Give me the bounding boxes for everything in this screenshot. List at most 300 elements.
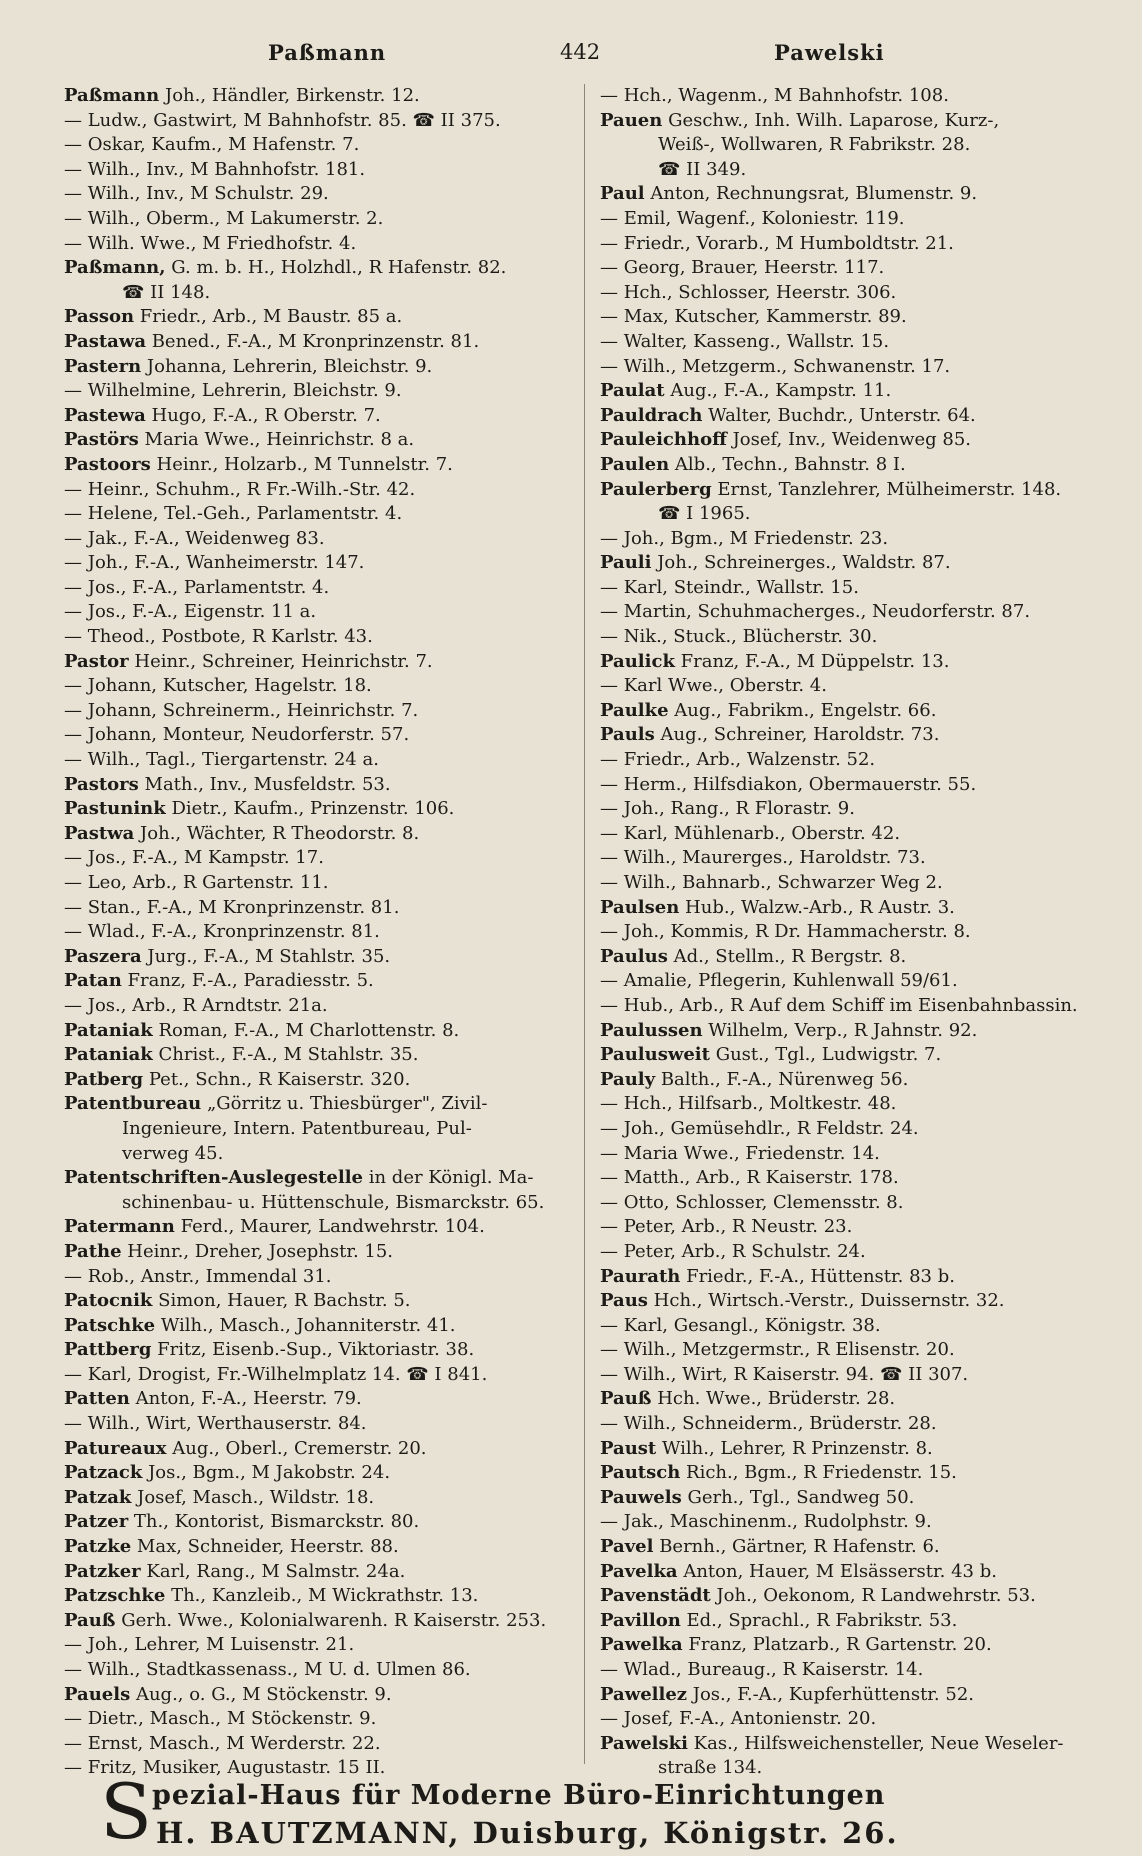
directory-entry bbox=[64, 1338, 570, 1363]
entry-details: — Jak., Maschinenm., Rudolphstr. 9. bbox=[600, 1511, 932, 1533]
entry-details: — Josef, F.-A., Antonienstr. 20. bbox=[600, 1708, 877, 1730]
entry-details: — Joh., Kommis, R Dr. Hammacherstr. 8. bbox=[600, 921, 971, 943]
entry-surname: Patzker bbox=[64, 1560, 141, 1582]
entry-surname: Patzack bbox=[64, 1462, 143, 1484]
directory-entry bbox=[64, 84, 570, 109]
entry-surname: Pavenstädt bbox=[600, 1585, 711, 1607]
directory-entry bbox=[64, 699, 570, 724]
directory-entry bbox=[600, 1117, 1120, 1142]
entry-details: Jos., Bgm., M Jakobstr. 24. bbox=[142, 1462, 391, 1484]
directory-entry bbox=[600, 871, 1120, 896]
directory-entry bbox=[600, 896, 1120, 921]
entry-details: Ferd., Maurer, Landwehrstr. 104. bbox=[174, 1216, 485, 1238]
entry-details: — Karl, Mühlenarb., Oberstr. 42. bbox=[600, 822, 901, 844]
entry-details: — Wilh. Wwe., M Friedhofstr. 4. bbox=[64, 232, 357, 254]
entry-surname: Pauwels bbox=[600, 1486, 682, 1508]
directory-entry bbox=[64, 305, 570, 330]
entry-details: Geschw., Inh. Wilh. Laparose, Kurz-, bbox=[662, 109, 1000, 131]
entry-details: — Georg, Brauer, Heerstr. 117. bbox=[600, 257, 885, 279]
directory-entry bbox=[64, 207, 570, 232]
directory-entry bbox=[64, 1658, 570, 1683]
entry-details: — Joh., Gemüsehdlr., R Feldstr. 24. bbox=[600, 1117, 919, 1139]
directory-entry bbox=[600, 625, 1120, 650]
directory-entry bbox=[600, 994, 1120, 1019]
directory-entry bbox=[64, 723, 570, 748]
directory-entry bbox=[600, 1289, 1120, 1314]
entry-details: Ed., Sprachl., R Fabrikstr. 53. bbox=[680, 1609, 958, 1631]
directory-entry bbox=[600, 1486, 1120, 1511]
entry-details: — Karl Wwe., Oberstr. 4. bbox=[600, 675, 827, 697]
entry-details: — Wilhelmine, Lehrerin, Bleichstr. 9. bbox=[64, 380, 402, 402]
directory-entry bbox=[64, 158, 570, 183]
entry-details: — Wilh., Maurerges., Haroldstr. 73. bbox=[600, 847, 926, 869]
directory-entry bbox=[64, 1732, 570, 1757]
entry-surname: Pauleichhoff bbox=[600, 429, 727, 451]
directory-entry bbox=[64, 1314, 570, 1339]
entry-surname: Pautsch bbox=[600, 1462, 681, 1484]
entry-surname: Patzak bbox=[64, 1486, 132, 1508]
entry-details: — Johann, Schreinerm., Heinrichstr. 7. bbox=[64, 699, 419, 721]
directory-entry bbox=[64, 1560, 570, 1585]
directory-entry bbox=[600, 1609, 1120, 1634]
entry-surname: Paulen bbox=[600, 453, 670, 475]
entry-details: — Jak., F.-A., Weidenweg 83. bbox=[64, 527, 325, 549]
directory-entry bbox=[600, 1191, 1120, 1216]
entry-surname: Pastörs bbox=[64, 429, 139, 451]
directory-entry bbox=[600, 945, 1120, 970]
directory-entry bbox=[64, 871, 570, 896]
entry-details: Johanna, Lehrerin, Bleichstr. 9. bbox=[141, 355, 433, 377]
directory-entry bbox=[64, 1633, 570, 1658]
entry-details: — Wilh., Inv., M Schulstr. 29. bbox=[64, 183, 329, 205]
entry-details: — Wlad., F.-A., Kronprinzenstr. 81. bbox=[64, 921, 380, 943]
directory-entry bbox=[64, 281, 570, 306]
directory-entry bbox=[600, 1314, 1120, 1339]
entry-surname: Pathe bbox=[64, 1240, 122, 1262]
entry-details: — Jos., F.-A., M Kampstr. 17. bbox=[64, 847, 324, 869]
entry-details: Rich., Bgm., R Friedenstr. 15. bbox=[680, 1462, 957, 1484]
entry-details: — Ernst, Masch., M Werderstr. 22. bbox=[64, 1732, 381, 1754]
directory-entry bbox=[600, 1707, 1120, 1732]
entry-details: — Nik., Stuck., Blücherstr. 30. bbox=[600, 626, 878, 648]
entry-details: Jurg., F.-A., M Stahlstr. 35. bbox=[141, 945, 391, 967]
directory-entry bbox=[600, 1535, 1120, 1560]
entry-details: Friedr., Arb., M Baustr. 85 a. bbox=[134, 306, 403, 328]
entry-details: Th., Kontorist, Bismarckstr. 80. bbox=[128, 1511, 420, 1533]
directory-entry bbox=[64, 994, 570, 1019]
entry-details: Joh., Schreinerges., Waldstr. 87. bbox=[651, 552, 951, 574]
directory-entry bbox=[64, 1240, 570, 1265]
entry-surname: Pawellez bbox=[600, 1683, 688, 1705]
entry-surname: Paust bbox=[600, 1437, 657, 1459]
entry-details: Wilh., Lehrer, R Prinzenstr. 8. bbox=[656, 1437, 933, 1459]
entry-surname: Pauels bbox=[64, 1683, 131, 1705]
directory-entry bbox=[600, 600, 1120, 625]
entry-surname: Pavelka bbox=[600, 1560, 678, 1582]
directory-entry bbox=[600, 1683, 1120, 1708]
entry-details: — Karl, Steindr., Wallstr. 15. bbox=[600, 576, 859, 598]
directory-entry bbox=[600, 1019, 1120, 1044]
entry-surname: Pauly bbox=[600, 1068, 656, 1090]
directory-entry bbox=[64, 502, 570, 527]
directory-entry bbox=[64, 330, 570, 355]
entry-surname: Pataniak bbox=[64, 1044, 153, 1066]
entry-details: — Peter, Arb., R Neustr. 23. bbox=[600, 1216, 853, 1238]
directory-entry bbox=[600, 846, 1120, 871]
directory-entry bbox=[600, 1387, 1120, 1412]
directory-entry bbox=[600, 1584, 1120, 1609]
entry-details: Wilh., Masch., Johanniterstr. 41. bbox=[155, 1314, 456, 1336]
entry-details: — Rob., Anstr., Immendal 31. bbox=[64, 1265, 332, 1287]
directory-entry bbox=[600, 748, 1120, 773]
entry-details: Josef, Masch., Wildstr. 18. bbox=[131, 1486, 375, 1508]
entry-surname: Patzke bbox=[64, 1536, 132, 1558]
entry-details: — Ludw., Gastwirt, M Bahnhofstr. 85. ☎ II 375. bbox=[64, 109, 501, 131]
entry-details: G. m. b. H., Holzhdl., R Hafenstr. 82. bbox=[165, 257, 507, 279]
directory-entry bbox=[64, 1117, 570, 1142]
directory-entry bbox=[600, 207, 1120, 232]
entry-details: — Joh., F.-A., Wanheimerstr. 147. bbox=[64, 552, 365, 574]
entry-details: Bernh., Gärtner, R Hafenstr. 6. bbox=[653, 1536, 940, 1558]
entry-details: straße 134. bbox=[658, 1757, 763, 1779]
entry-surname: Patan bbox=[64, 970, 122, 992]
entry-details: — Wilh., Schneiderm., Brüderstr. 28. bbox=[600, 1413, 937, 1435]
entry-details: — Friedr., Vorarb., M Humboldtstr. 21. bbox=[600, 232, 954, 254]
entry-surname: Paulke bbox=[600, 699, 669, 721]
left-column bbox=[64, 84, 570, 1781]
entry-surname: Patentbureau bbox=[64, 1093, 202, 1115]
directory-entry bbox=[600, 1363, 1120, 1388]
column-divider bbox=[584, 84, 585, 1764]
directory-entry bbox=[64, 1683, 570, 1708]
entry-details: Joh., Händler, Birkenstr. 12. bbox=[159, 85, 420, 106]
entry-surname: Paßmann bbox=[64, 85, 160, 106]
entry-details: Franz, F.-A., M Düppelstr. 13. bbox=[674, 650, 950, 672]
directory-entry bbox=[600, 109, 1120, 134]
entry-surname: Patberg bbox=[64, 1068, 144, 1090]
entry-details: Heinr., Schreiner, Heinrichstr. 7. bbox=[128, 650, 433, 672]
entry-details: — Jos., F.-A., Parlamentstr. 4. bbox=[64, 576, 330, 598]
directory-entry bbox=[600, 969, 1120, 994]
directory-entry bbox=[600, 551, 1120, 576]
entry-details: — Maria Wwe., Friedenstr. 14. bbox=[600, 1142, 880, 1164]
directory-entry bbox=[600, 822, 1120, 847]
entry-details: Max, Schneider, Heerstr. 88. bbox=[131, 1536, 399, 1558]
directory-entry bbox=[64, 1510, 570, 1535]
directory-entry bbox=[64, 232, 570, 257]
entry-details: Friedr., F.-A., Hüttenstr. 83 b. bbox=[680, 1265, 955, 1287]
entry-details: Hub., Walzw.-Arb., R Austr. 3. bbox=[679, 896, 955, 918]
entry-details: Dietr., Kaufm., Prinzenstr. 106. bbox=[165, 798, 455, 820]
directory-entry bbox=[600, 920, 1120, 945]
running-header-left: Paßmann bbox=[268, 40, 387, 65]
directory-entry bbox=[64, 576, 570, 601]
directory-entry bbox=[64, 1043, 570, 1068]
entry-details: Aug., Schreiner, Haroldstr. 73. bbox=[654, 724, 940, 746]
entry-surname: Patzschke bbox=[64, 1585, 166, 1607]
directory-entry bbox=[64, 1486, 570, 1511]
entry-surname: Pauen bbox=[600, 109, 663, 131]
entry-details: — Peter, Arb., R Schulstr. 24. bbox=[600, 1240, 866, 1262]
entry-details: in der Königl. Ma- bbox=[363, 1167, 534, 1189]
directory-entry bbox=[600, 723, 1120, 748]
directory-entry bbox=[64, 1215, 570, 1240]
directory-entry bbox=[600, 1461, 1120, 1486]
entry-details: ☎ I 1965. bbox=[658, 503, 751, 525]
directory-entry bbox=[64, 625, 570, 650]
directory-entry bbox=[64, 748, 570, 773]
ad-line-2: H. BAUTZMANN, Duisburg, Königstr. 26. bbox=[156, 1816, 899, 1850]
entry-surname: Paurath bbox=[600, 1265, 681, 1287]
directory-entry bbox=[600, 773, 1120, 798]
directory-entry bbox=[600, 1658, 1120, 1683]
directory-entry bbox=[600, 699, 1120, 724]
entry-details: — Otto, Schlosser, Clemensstr. 8. bbox=[600, 1191, 904, 1213]
directory-entry bbox=[64, 478, 570, 503]
entry-details: — Hch., Schlosser, Heerstr. 306. bbox=[600, 281, 897, 303]
entry-details: Hch. Wwe., Brüderstr. 28. bbox=[651, 1388, 896, 1410]
directory-entry bbox=[64, 1363, 570, 1388]
entry-surname: Pastors bbox=[64, 773, 139, 795]
entry-details: Th., Kanzleib., M Wickrathstr. 13. bbox=[165, 1585, 479, 1607]
running-header-right: Pawelski bbox=[774, 40, 885, 65]
directory-entry bbox=[600, 453, 1120, 478]
directory-entry bbox=[64, 256, 570, 281]
entry-details: ☎ II 349. bbox=[658, 158, 747, 180]
entry-surname: Pastor bbox=[64, 650, 129, 672]
entry-details: — Wilh., Wirt, R Kaiserstr. 94. ☎ II 307. bbox=[600, 1363, 969, 1385]
entry-details: ☎ II 148. bbox=[122, 281, 211, 303]
entry-surname: Patentschriften-Auslegestelle bbox=[64, 1167, 363, 1189]
directory-entry bbox=[64, 379, 570, 404]
directory-entry bbox=[600, 1510, 1120, 1535]
directory-entry bbox=[600, 1043, 1120, 1068]
directory-entry bbox=[600, 1265, 1120, 1290]
entry-surname: Paulerberg bbox=[600, 478, 712, 500]
entry-details: „Görritz u. Thiesbürger", Zivil- bbox=[201, 1093, 488, 1115]
entry-details: — Hub., Arb., R Auf dem Schiff im Eisenbahnbassin. bbox=[600, 994, 1078, 1016]
directory-entry bbox=[600, 182, 1120, 207]
entry-details: — Wilh., Wirt, Werthauserstr. 84. bbox=[64, 1413, 367, 1435]
entry-surname: Pastern bbox=[64, 355, 142, 377]
entry-details: — Matth., Arb., R Kaiserstr. 178. bbox=[600, 1167, 899, 1189]
entry-details: Ingenieure, Intern. Patentbureau, Pul- bbox=[122, 1117, 472, 1139]
entry-details: — Hch., Wagenm., M Bahnhofstr. 108. bbox=[600, 85, 949, 106]
directory-entry bbox=[64, 773, 570, 798]
directory-entry bbox=[600, 1756, 1120, 1781]
entry-details: Franz, F.-A., Paradiesstr. 5. bbox=[121, 970, 374, 992]
directory-entry bbox=[64, 1019, 570, 1044]
entry-details: Hugo, F.-A., R Oberstr. 7. bbox=[145, 404, 381, 426]
directory-entry bbox=[64, 1142, 570, 1167]
directory-entry bbox=[600, 281, 1120, 306]
entry-details: — Wilh., Bahnarb., Schwarzer Weg 2. bbox=[600, 872, 943, 893]
directory-entry bbox=[64, 1265, 570, 1290]
directory-entry bbox=[64, 1166, 570, 1191]
directory-entry bbox=[600, 1068, 1120, 1093]
entry-details: — Max, Kutscher, Kammerstr. 89. bbox=[600, 306, 907, 328]
entry-details: — Johann, Kutscher, Hagelstr. 18. bbox=[64, 675, 372, 697]
entry-details: — Emil, Wagenf., Koloniestr. 119. bbox=[600, 207, 905, 229]
entry-surname: Paul bbox=[600, 183, 645, 205]
entry-details: Gerh. Wwe., Kolonialwarenh. R Kaiserstr. 253. bbox=[115, 1609, 547, 1631]
entry-details: Pet., Schn., R Kaiserstr. 320. bbox=[143, 1068, 411, 1090]
directory-entry bbox=[600, 305, 1120, 330]
entry-details: Aug., Oberl., Cremerstr. 20. bbox=[166, 1437, 427, 1459]
directory-entry bbox=[64, 355, 570, 380]
directory-entry bbox=[600, 404, 1120, 429]
entry-details: — Walter, Kasseng., Wallstr. 15. bbox=[600, 330, 890, 352]
entry-details: Bened., F.-A., M Kronprinzenstr. 81. bbox=[145, 330, 480, 352]
directory-entry bbox=[64, 896, 570, 921]
entry-details: Weiß-, Wollwaren, R Fabrikstr. 28. bbox=[658, 134, 971, 156]
directory-entry bbox=[600, 1092, 1120, 1117]
entry-surname: Paulussen bbox=[600, 1019, 703, 1041]
right-column bbox=[600, 84, 1120, 1781]
directory-entry bbox=[600, 674, 1120, 699]
entry-surname: Paus bbox=[600, 1290, 648, 1312]
entry-details: Joh., Wächter, R Theodorstr. 8. bbox=[134, 822, 420, 844]
directory-entry bbox=[64, 1609, 570, 1634]
directory-entry bbox=[64, 527, 570, 552]
directory-entry bbox=[64, 453, 570, 478]
directory-entry bbox=[64, 1461, 570, 1486]
entry-details: — Wilh., Inv., M Bahnhofstr. 181. bbox=[64, 158, 366, 180]
entry-surname: Pauls bbox=[600, 724, 655, 746]
entry-details: Aug., F.-A., Kampstr. 11. bbox=[664, 380, 892, 402]
entry-details: Hch., Wirtsch.-Verstr., Duissernstr. 32. bbox=[647, 1290, 1005, 1312]
entry-details: Fritz, Eisenb.-Sup., Viktoriastr. 38. bbox=[151, 1339, 475, 1361]
directory-entry bbox=[600, 1215, 1120, 1240]
entry-details: Wilhelm, Verp., R Jahnstr. 92. bbox=[702, 1019, 978, 1041]
directory-entry bbox=[600, 232, 1120, 257]
directory-entry bbox=[600, 502, 1120, 527]
directory-entry bbox=[600, 1633, 1120, 1658]
entry-details: — Karl, Drogist, Fr.-Wilhelmplatz 14. ☎ I 841. bbox=[64, 1363, 488, 1385]
entry-details: — Oskar, Kaufm., M Hafenstr. 7. bbox=[64, 134, 360, 156]
entry-surname: Pauß bbox=[64, 1609, 116, 1631]
entry-details: — Fritz, Musiker, Augustastr. 15 II. bbox=[64, 1757, 386, 1779]
directory-entry bbox=[64, 1584, 570, 1609]
entry-surname: Paulusweit bbox=[600, 1044, 710, 1066]
entry-surname: Patocnik bbox=[64, 1290, 153, 1312]
directory-entry bbox=[64, 1289, 570, 1314]
entry-details: Walter, Buchdr., Unterstr. 64. bbox=[702, 404, 976, 426]
directory-entry bbox=[600, 576, 1120, 601]
entry-details: — Wilh., Tagl., Tiergartenstr. 24 a. bbox=[64, 749, 379, 771]
entry-details: — Helene, Tel.-Geh., Parlamentstr. 4. bbox=[64, 503, 403, 525]
entry-details: — Wilh., Metzgermstr., R Elisenstr. 20. bbox=[600, 1339, 955, 1361]
entry-details: — Jos., Arb., R Arndtstr. 21a. bbox=[64, 994, 328, 1016]
entry-details: Karl, Rang., M Salmstr. 24a. bbox=[140, 1560, 406, 1582]
entry-surname: Pastawa bbox=[64, 330, 146, 352]
directory-entry bbox=[64, 797, 570, 822]
directory-entry bbox=[64, 969, 570, 994]
directory-entry bbox=[64, 1387, 570, 1412]
entry-surname: Pauldrach bbox=[600, 404, 703, 426]
entry-details: Anton, F.-A., Heerstr. 79. bbox=[129, 1388, 362, 1410]
entry-details: — Wilh., Metzgerm., Schwanenstr. 17. bbox=[600, 355, 951, 377]
entry-surname: Pawelka bbox=[600, 1634, 683, 1656]
directory-entry bbox=[600, 133, 1120, 158]
directory-entry bbox=[600, 1560, 1120, 1585]
directory-entry bbox=[600, 1412, 1120, 1437]
entry-surname: Pastwa bbox=[64, 822, 135, 844]
entry-details: Ernst, Tanzlehrer, Mülheimerstr. 148. bbox=[711, 478, 1062, 500]
entry-details: Kas., Hilfsweichensteller, Neue Weseler- bbox=[687, 1732, 1064, 1754]
entry-details: — Joh., Lehrer, M Luisenstr. 21. bbox=[64, 1634, 355, 1656]
directory-entry bbox=[600, 84, 1120, 109]
entry-details: Ad., Stellm., R Bergstr. 8. bbox=[667, 945, 907, 967]
entry-surname: Patten bbox=[64, 1388, 130, 1410]
entry-surname: Pattberg bbox=[64, 1339, 152, 1361]
entry-details: Balth., F.-A., Nürenweg 56. bbox=[655, 1068, 909, 1090]
ad-line-1: pezial-Haus für Moderne Büro-Einrichtungen bbox=[152, 1780, 886, 1811]
entry-details: Gerh., Tgl., Sandweg 50. bbox=[681, 1486, 915, 1508]
directory-entry bbox=[600, 1437, 1120, 1462]
directory-entry bbox=[600, 1166, 1120, 1191]
entry-surname: Paßmann, bbox=[64, 257, 166, 279]
directory-entry bbox=[64, 674, 570, 699]
entry-details: — Wilh., Stadtkassenass., M U. d. Ulmen 86. bbox=[64, 1659, 471, 1680]
directory-entry bbox=[64, 1191, 570, 1216]
directory-entry bbox=[64, 600, 570, 625]
entry-surname: Patureaux bbox=[64, 1437, 167, 1459]
ad-initial: S bbox=[100, 1767, 153, 1856]
entry-surname: Pavel bbox=[600, 1536, 654, 1558]
entry-surname: Pastoors bbox=[64, 453, 151, 475]
entry-details: — Johann, Monteur, Neudorferstr. 57. bbox=[64, 724, 410, 746]
entry-details: Josef, Inv., Weidenweg 85. bbox=[726, 429, 972, 451]
entry-surname: Paulick bbox=[600, 650, 675, 672]
directory-entry bbox=[600, 650, 1120, 675]
entry-details: — Amalie, Pflegerin, Kuhlenwall 59/61. bbox=[600, 970, 958, 992]
entry-details: — Friedr., Arb., Walzenstr. 52. bbox=[600, 749, 876, 771]
directory-entry bbox=[64, 428, 570, 453]
entry-surname: Paszera bbox=[64, 945, 142, 967]
directory-entry bbox=[64, 182, 570, 207]
entry-details: Jos., F.-A., Kupferhüttenstr. 52. bbox=[687, 1683, 974, 1705]
entry-surname: Pawelski bbox=[600, 1732, 688, 1754]
directory-entry bbox=[64, 1412, 570, 1437]
entry-surname: Paulat bbox=[600, 380, 665, 402]
entry-surname: Patzer bbox=[64, 1511, 129, 1533]
entry-details: — Joh., Bgm., M Friedenstr. 23. bbox=[600, 527, 889, 549]
directory-entry bbox=[64, 1437, 570, 1462]
entry-details: Math., Inv., Musfeldstr. 53. bbox=[138, 773, 391, 795]
entry-details: Anton, Rechnungsrat, Blumenstr. 9. bbox=[644, 183, 978, 205]
directory-entry bbox=[600, 797, 1120, 822]
directory-entry bbox=[600, 527, 1120, 552]
entry-details: — Dietr., Masch., M Stöckenstr. 9. bbox=[64, 1708, 377, 1730]
entry-details: — Stan., F.-A., M Kronprinzenstr. 81. bbox=[64, 896, 400, 918]
entry-details: Aug., Fabrikm., Engelstr. 66. bbox=[668, 699, 937, 721]
directory-entry bbox=[64, 650, 570, 675]
entry-surname: Pastewa bbox=[64, 404, 146, 426]
entry-details: Alb., Techn., Bahnstr. 8 I. bbox=[669, 453, 906, 475]
entry-details: schinenbau- u. Hüttenschule, Bismarckstr. 65. bbox=[122, 1191, 545, 1213]
entry-details: — Herm., Hilfsdiakon, Obermauerstr. 55. bbox=[600, 773, 977, 795]
entry-details: Gust., Tgl., Ludwigstr. 7. bbox=[709, 1044, 942, 1066]
entry-details: Christ., F.-A., M Stahlstr. 35. bbox=[152, 1044, 419, 1066]
directory-entry bbox=[64, 945, 570, 970]
entry-details: — Wilh., Oberm., M Lakumerstr. 2. bbox=[64, 207, 384, 229]
page-number: 442 bbox=[560, 40, 601, 64]
entry-details: — Joh., Rang., R Florastr. 9. bbox=[600, 798, 855, 820]
entry-details: — Hch., Hilfsarb., Moltkestr. 48. bbox=[600, 1093, 897, 1115]
directory-entry bbox=[600, 379, 1120, 404]
entry-details: Aug., o. G., M Stöckenstr. 9. bbox=[130, 1683, 392, 1705]
